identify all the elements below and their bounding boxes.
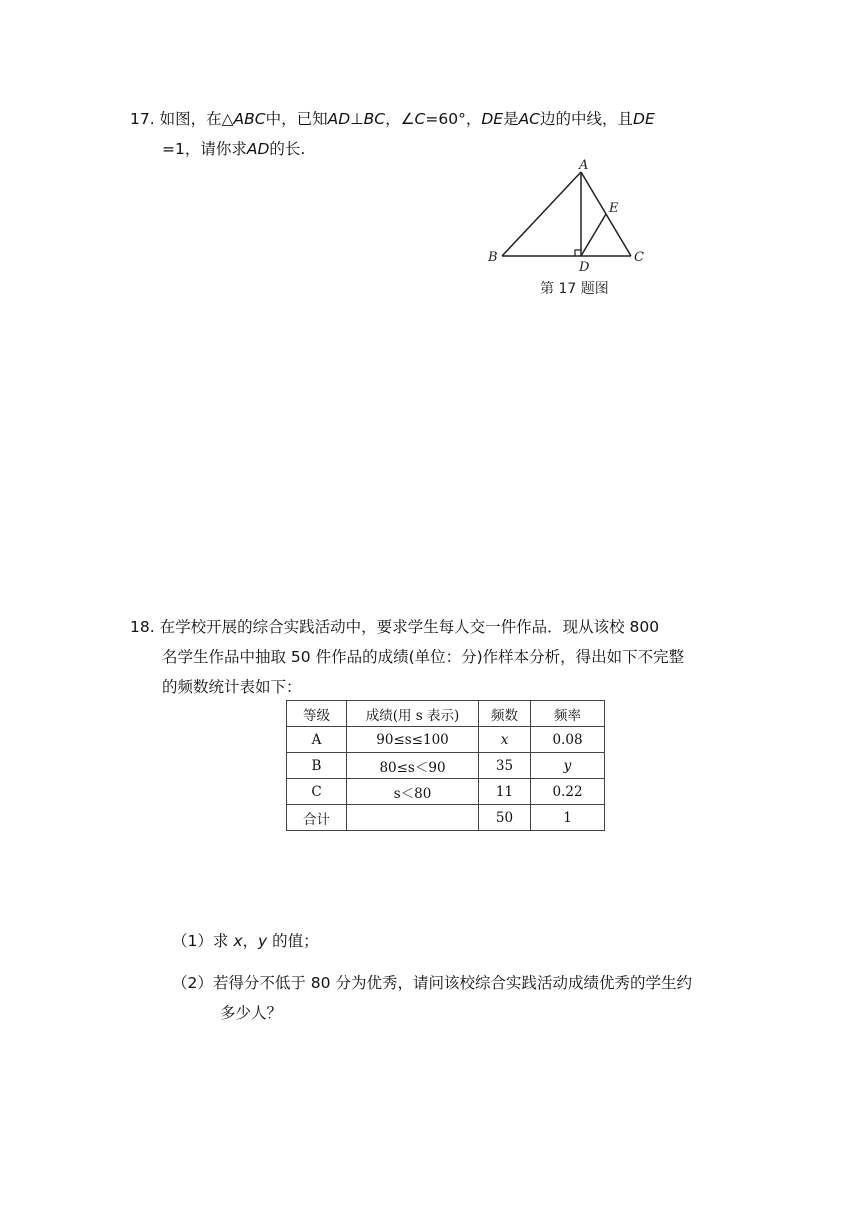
label-e: E (609, 201, 619, 216)
question-number: 18. (130, 618, 155, 636)
q17-var: DE (481, 110, 504, 128)
table-cell: 50 (479, 805, 531, 831)
q17-text: ，∠ (385, 110, 415, 128)
q17-var: AD (327, 110, 351, 128)
label-c: C (634, 250, 644, 265)
sub1-var-y: y (258, 932, 268, 950)
table-cell: 0.08 (531, 727, 605, 753)
table-header-cell: 频数 (479, 701, 531, 727)
label-d: D (579, 260, 590, 275)
sub2-line-1: （2）若得分不低于 80 分为优秀，请问该校综合实践活动成绩优秀的学生约 (172, 974, 692, 992)
q17-var: DE (633, 110, 655, 128)
table-row (287, 753, 605, 779)
subquestion-1 (172, 926, 319, 956)
right-angle-mark (575, 250, 581, 256)
sub1-text: 的值； (272, 932, 319, 950)
label-a: A (579, 158, 589, 173)
sub1-var-x: x (233, 932, 243, 950)
question-18 (130, 612, 740, 702)
q17-text: 边的中线，且 (540, 110, 634, 128)
table-header-cell: 频率 (531, 701, 605, 727)
q17-text: =60°， (425, 110, 482, 128)
triangle-figure (480, 155, 660, 305)
sub1-text: （1）求 (172, 932, 229, 950)
table-cell: 1 (531, 805, 605, 831)
q17-text: 中，已知 (265, 110, 328, 128)
table-cell: 80≤s＜90 (347, 753, 479, 779)
q18-text: 在学校开展的综合实践活动中，要求学生每人交一件作品．现从该校 800 (159, 618, 660, 636)
q17-var: ABC (233, 110, 266, 128)
q17-var: AC (518, 110, 541, 128)
table-cell (347, 805, 479, 831)
table-cell: 合计 (287, 805, 347, 831)
q18-line-2: 名学生作品中抽取 50 件作品的成绩(单位：分)作样本分析，得出如下不完整 (162, 648, 685, 666)
q18-line-1 (130, 612, 740, 642)
q17-var: BC (363, 110, 386, 128)
q17-text: 的长. (269, 140, 306, 158)
sub1-text: ， (242, 932, 259, 950)
frequency-table (286, 700, 605, 831)
segment-de (581, 214, 606, 256)
q17-text: ⊥ (350, 110, 364, 128)
q18-line-3: 的频数统计表如下： (162, 678, 302, 696)
table-cell: B (287, 753, 347, 779)
sub2-line-2: 多少人？ (220, 1004, 283, 1022)
q17-var: C (414, 110, 426, 128)
table-cell: y (531, 753, 605, 779)
table-header-cell: 成绩(用 s 表示) (347, 701, 479, 727)
table-cell: 35 (479, 753, 531, 779)
table-cell: s＜80 (347, 779, 479, 805)
q17-text: =1，请你求 (162, 140, 247, 158)
table-cell: 0.22 (531, 779, 605, 805)
subquestion-2 (172, 968, 692, 1028)
table-row (287, 727, 605, 753)
q17-text: 如图，在△ (159, 110, 234, 128)
table-header-row (287, 701, 605, 727)
q17-var: AD (246, 140, 270, 158)
question-number: 17. (130, 110, 155, 128)
q17-text: 是 (503, 110, 519, 128)
table-cell: C (287, 779, 347, 805)
label-b: B (488, 250, 498, 265)
table-cell: 11 (479, 779, 531, 805)
table-row (287, 805, 605, 831)
table-cell: 90≤s≤100 (347, 727, 479, 753)
q17-line-1 (130, 104, 740, 134)
table-cell: A (287, 727, 347, 753)
table-header-cell: 等级 (287, 701, 347, 727)
figure-caption: 第 17 题图 (540, 281, 609, 297)
table-cell: x (479, 727, 531, 753)
segment-ab (502, 172, 581, 256)
table-row (287, 779, 605, 805)
